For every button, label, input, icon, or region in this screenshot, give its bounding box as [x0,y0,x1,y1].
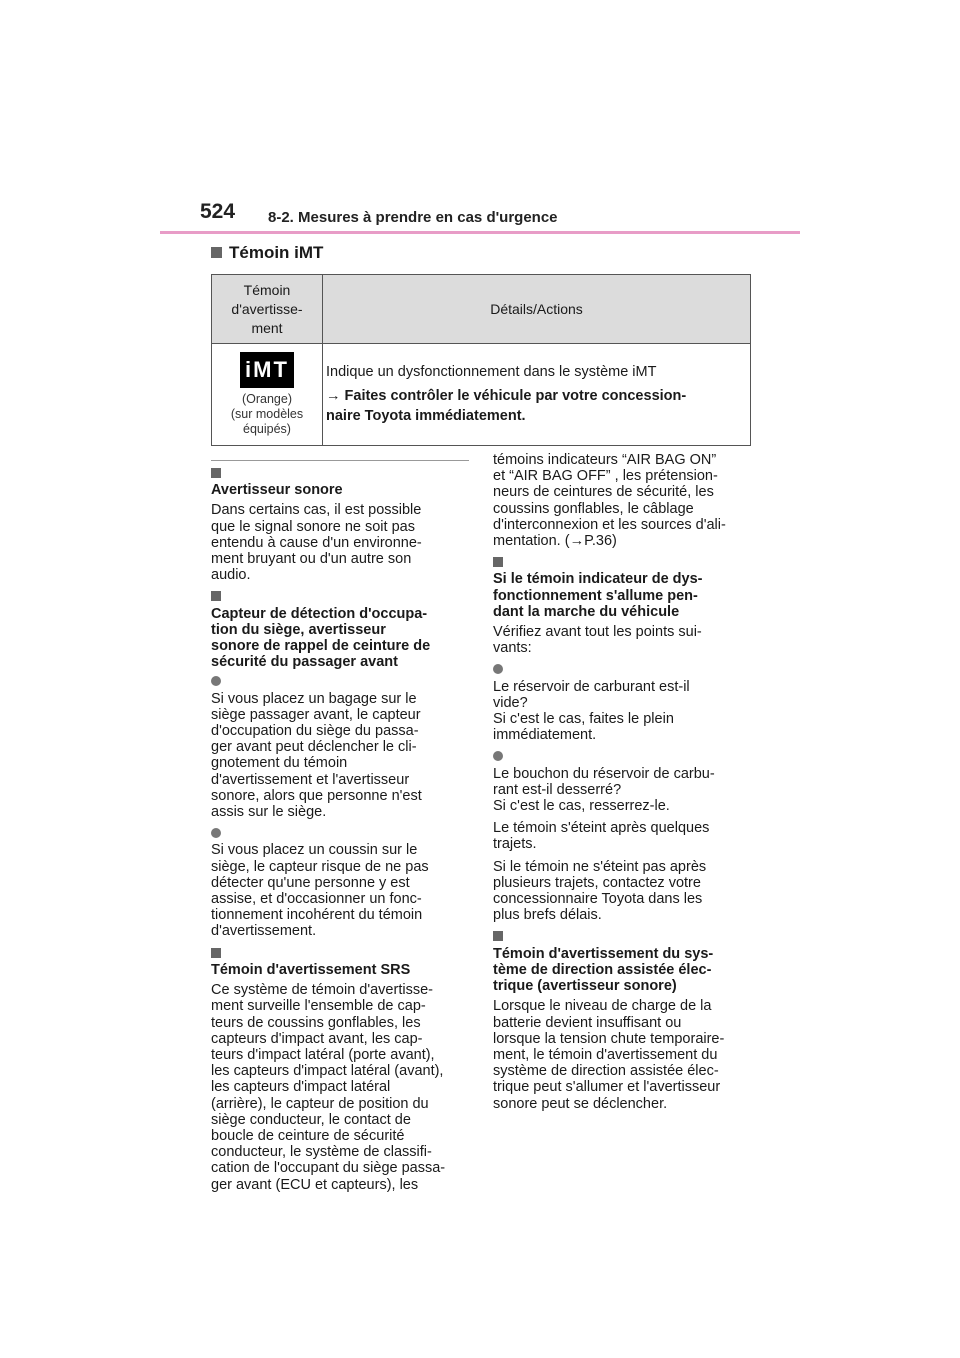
text-line: tionnement incohérent du témoin [211,907,423,924]
text-line: Si vous placez un coussin sur le [211,842,418,859]
text-line: Vérifiez avant tout les points sui- [493,624,702,641]
col-header-warning: Témoin d'avertisse- ment [212,275,323,344]
circle-bullet-icon [211,828,221,838]
text-line: Le réservoir de carburant est-il [493,678,690,695]
right-column [493,452,755,1118]
icon-cell [212,344,323,446]
text-line: Avertisseur sonore [211,482,343,499]
text-line: fonctionnement s'allume pen- [493,587,698,604]
detail-cell [323,344,751,446]
text-line: trajets. [493,836,537,853]
text-line: Le bouchon du réservoir de carbu- [493,765,715,782]
col-header-details: Détails/Actions [323,275,751,344]
text-line: sonore, alors que personne n'est [211,787,422,804]
text-line: conducteur, le système de classifi- [211,1144,432,1161]
circle-bullet-icon [211,676,221,686]
paragraph [211,982,469,1193]
text-line: assis sur le siège. [211,804,327,821]
text-line: concessionnaire Toyota dans les [493,891,703,908]
text-line: coussins gonflables, le câblage [493,500,694,517]
text-line: Lorsque le niveau de charge de la [493,998,712,1015]
text-line: assise, et d'occasionner un fonc- [211,891,422,908]
text-line: ger avant (ECU et capteurs), les [211,1176,419,1193]
subheading [211,466,469,498]
text-line: trique (avertisseur sonore) [493,978,677,995]
subheading [211,946,469,978]
text-line: plusieurs trajets, contactez votre [493,874,701,891]
text-line: sonore de rappel de ceinture de [211,638,431,655]
text-line: rant est-il desserré? [493,781,622,798]
text-line: d'interconnexion et les sources d'ali- [493,516,726,533]
text-line: témoins indicateurs “AIR BAG ON” [493,452,717,468]
text-line: vants: [493,640,532,657]
imt-heading: Témoin iMT [211,243,323,263]
text-line: entendu à cause d'un environne- [211,534,422,551]
square-bullet-icon [493,931,503,941]
text-line: d'avertissement et l'avertisseur [211,771,410,788]
text-line: capteurs d'impact avant, les cap- [211,1030,423,1047]
text-line: Si c'est le cas, faites le plein [493,711,674,728]
text-line: d'avertissement. [211,923,317,940]
text-line: teurs d'impact latéral (porte avant), [211,1046,435,1063]
subheading [211,589,469,670]
text-line: ment, le témoin d'avertissement du [493,1046,718,1063]
table-row [212,344,751,446]
text-line: Si le témoin indicateur de dys- [493,571,703,588]
text-line: dant la marche du véhicule [493,603,680,620]
text-line: siège passager avant, le capteur [211,706,421,723]
text-line: Si c'est le cas, resserrez-le. [493,798,670,815]
text-line: les capteurs d'impact latéral [211,1079,391,1096]
bullet-item [493,662,755,743]
text-line: gnotement du témoin [211,755,348,772]
text-line: Témoin d'avertissement du sys- [493,945,714,962]
subheading [493,555,755,620]
square-bullet-icon [493,557,503,567]
text-line: mentation. (→P.36) [493,533,617,550]
warning-light-table [211,274,751,446]
text-line: ment surveille l'ensemble de cap- [211,998,426,1015]
text-line: système de direction assistée élec- [493,1063,719,1080]
text-line: plus brefs délais. [493,907,602,924]
text-line: ment bruyant ou d'un autre son [211,551,412,568]
column-rule [211,460,469,461]
text-line: détecter qu'une personne y est [211,874,410,891]
square-bullet-icon [211,948,221,958]
text-line: tion du siège, avertisseur [211,621,386,638]
text-line: Le témoin s'éteint après quelques [493,820,710,837]
text-line: d'occupation du siège du passa- [211,723,419,740]
icon-caption: (Orange) (sur modèles équipés) [230,392,304,436]
left-column [211,466,469,1199]
square-bullet-icon [211,468,221,478]
text-line: Témoin d'avertissement SRS [211,961,411,978]
text-line: siège conducteur, le contact de [211,1111,411,1128]
text-line: les capteurs d'impact latéral (avant), [211,1063,444,1080]
page-number: 524 [200,200,236,223]
text-line: neurs de ceintures de sécurité, les [493,484,714,501]
text-line: sécurité du passager avant [211,654,398,671]
header-rule [160,231,800,234]
text-line: trique peut s'allumer et l'avertisseur [493,1079,721,1096]
paragraph [493,624,755,656]
text-line: siège, le capteur risque de ne pas [211,858,429,875]
text-line: lorsque la tension chute temporaire- [493,1030,725,1047]
paragraph [493,452,755,549]
square-bullet-icon [211,591,221,601]
bullet-item [211,674,469,820]
text-line: teurs de coussins gonflables, les [211,1014,421,1031]
section-title: 8-2. Mesures à prendre en cas d'urgence [268,209,558,226]
detail-text: Indique un dysfonctionnement dans le système iMT [326,364,657,380]
subheading [493,929,755,994]
paragraph [211,502,469,583]
text-line: Si vous placez un bagage sur le [211,690,417,707]
text-line: sonore peut se déclencher. [493,1095,668,1112]
circle-bullet-icon [493,664,503,674]
text-line: Ce système de témoin d'avertisse- [211,982,433,999]
text-line: audio. [211,567,251,584]
bullet-item [211,826,469,939]
text-line: que le signal sonore ne soit pas [211,518,415,535]
imt-warning-icon: iMT [240,352,294,388]
text-line: ger avant peut déclencher le cli- [211,739,417,756]
paragraph [493,998,755,1111]
text-line: boucle de ceinture de sécurité [211,1127,405,1144]
circle-bullet-icon [493,751,503,761]
table-header-row [212,275,751,344]
text-line: immédiatement. [493,727,597,744]
square-bullet-icon [211,247,222,258]
paragraph [493,859,755,924]
bullet-item [493,749,755,814]
text-line: Dans certains cas, il est possible [211,502,422,519]
action-text: → Faites contrôler le véhicule par votre concession- naire Toyota immédiatement. [326,388,687,424]
text-line: tème de direction assistée élec- [493,961,712,978]
text-line: vide? [493,694,528,711]
text-line: batterie devient insuffisant ou [493,1014,682,1031]
paragraph [493,820,755,852]
text-line: Si le témoin ne s'éteint pas après [493,858,707,875]
text-line: cation de l'occupant du siège passa- [211,1160,446,1177]
text-line: (arrière), le capteur de position du [211,1095,429,1112]
text-line: et “AIR BAG OFF” , les prétension- [493,468,718,485]
text-line: Capteur de détection d'occupa- [211,605,428,622]
